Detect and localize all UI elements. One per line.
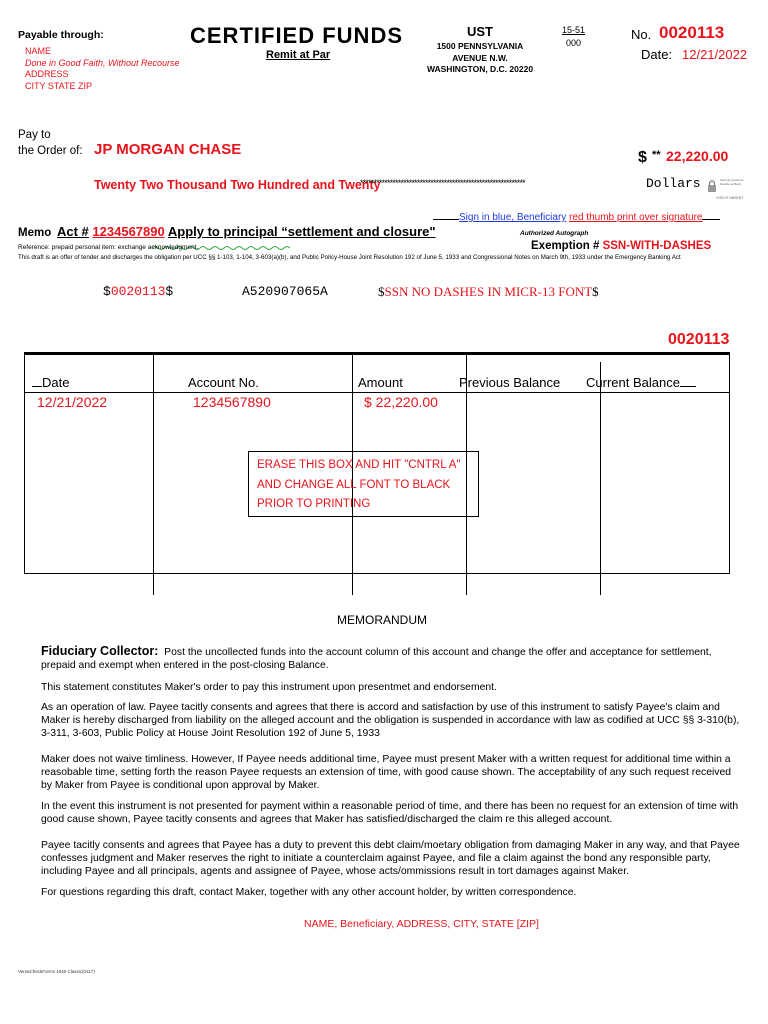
order-of-line: the Order of: (18, 145, 83, 157)
micr-ssn-text: SSN NO DASHES IN MICR-13 FONT (384, 284, 593, 299)
thumb-print-text: red thumb print over signature (569, 212, 703, 223)
beneficiary-signature-line: NAME, Beneficiary, ADDRESS, CITY, STATE [ZIP] (304, 918, 539, 930)
stub-bottom-rule (24, 573, 730, 574)
stub-divider-4 (600, 362, 601, 595)
dollars-label: Dollars (646, 176, 701, 191)
bank-address-line-1: 1500 PENNSYLVANIA (436, 41, 524, 51)
grammar-squiggle (152, 237, 290, 242)
bank-address-line-3: WASHINGTON, D.C. 20220 (426, 64, 534, 74)
memo-paragraph-1-text: Post the uncollected funds into the account column of this account and change the offer and acceptance for settlement, prepaid and exempt when entered in the post-closing Balance. (41, 647, 712, 671)
draft-legal-text: This draft is an offer of tender and discharges the obligation per UCC §§ 1-103, 1-104, 3-603(a)(b), and Public Policy-House Joint Resolution 192 of June 5, 1933 and Congressional Notes on March 9th, 1933 under the Emergency Banking Act (18, 254, 681, 261)
erase-notice-box: ERASE THIS BOX AND HIT "CNTRL A" AND CHANGE ALL FONT TO BLACK PRIOR TO PRINTING (248, 451, 479, 517)
date-label: Date: (641, 47, 673, 62)
memo-paragraph-5: In the event this instrument is not presented for payment within a reasonable period of time, and there has been no request for an extension of time with good cause shown, Payee tacitly consents and agrees that Maker has satisfied/discharged the claim re this alleged account. (41, 801, 739, 825)
exemption-value: SSN-WITH-DASHES (602, 240, 712, 252)
sign-in-blue-text: Sign in blue, Beneficiary (459, 212, 567, 223)
memo-paragraph-7: For questions regarding this draft, contact Maker, together with any other account holder, by written correspondence. (41, 887, 577, 898)
micr-dollar-4: $ (592, 284, 599, 299)
stub-check-number: 0020113 (668, 331, 730, 348)
micr-check-number (103, 284, 173, 299)
amount-words: Twenty Two Thousand Two Hundred and Twenty (94, 178, 381, 192)
routing-fraction-top: 15-51 (562, 25, 586, 35)
exemption-label: Exemption # (531, 240, 600, 252)
stub-top-rule (24, 352, 730, 355)
routing-fraction-bottom: 000 (566, 38, 582, 48)
memo-paragraph-1 (41, 645, 741, 672)
payer-note: Done in Good Faith, Without Recourse (25, 57, 180, 68)
column-header-account: Account No. (188, 375, 259, 390)
column-header-date: Date (32, 375, 69, 390)
check-number: 0020113 (659, 23, 725, 42)
memo-account-number: 1234567890 (92, 224, 165, 239)
exemption (531, 240, 711, 252)
document-title: CERTIFIED FUNDS (190, 23, 403, 48)
signature-instruction (433, 212, 720, 223)
memo-text: Apply to principal “settlement and closure" (167, 224, 436, 239)
authorized-autograph: Authorized Autograph (520, 230, 589, 237)
reference-text: Reference: prepaid personal item: exchange acknowledgment. (18, 244, 199, 251)
payable-through-label: Payable through: (18, 29, 104, 41)
column-header-current-balance: Current Balance (586, 375, 696, 390)
currency-sign: $ (638, 149, 647, 166)
micr-ssn (378, 284, 599, 300)
payer-block (25, 46, 180, 92)
stub-right-border (729, 352, 730, 573)
micr-check-digits: 0020113 (110, 284, 166, 299)
micr-dollar-2: $ (165, 284, 174, 299)
void-text: VOID IF ABSENT (716, 196, 744, 200)
stub-left-border (24, 352, 25, 573)
bank-address (414, 41, 546, 76)
payer-address: ADDRESS (25, 69, 69, 79)
stub-divider-1 (153, 355, 154, 595)
column-header-amount: Amount (358, 375, 403, 390)
payee-name: JP MORGAN CHASE (94, 141, 242, 158)
pay-to-label (18, 127, 83, 159)
memo-paragraph-4: Maker does not waive timliness. However, If Payee needs additional time, Payee must present Maker with a written request for additional time within a reasobable time, setting forth the reason Payee requests an extension of time, with good cause shown. The acceptability of any such request received by Maker from Payee is conditional upon approval by Maker. (41, 754, 732, 791)
security-features-text: Security Features Details on Back (720, 178, 744, 186)
amount-numeric: 22,220.00 (666, 148, 729, 164)
column-header-previous-balance: Previous Balance (459, 375, 561, 390)
pay-to-line: Pay to (18, 129, 51, 141)
memo-label: Memo (18, 227, 52, 239)
padlock-icon (707, 179, 717, 191)
act-prefix: Act # (57, 224, 89, 239)
date-value: 12/21/2022 (682, 47, 748, 62)
micr-dollar-1: $ (103, 284, 111, 299)
form-footer: VersaCheckForms 1040 Classic(0117) (18, 969, 95, 974)
payer-city: CITY STATE ZIP (25, 80, 93, 91)
payer-name: NAME (25, 46, 52, 56)
micr-dollar-3: $ (378, 284, 385, 299)
memo-paragraph-3: As an operation of law. Payee tacitly consents and agrees that there is accord and satisfaction by use of this instrument to satisfy Payee's claim and Maker is hereby discharged from liability on the alleged account and the obligation is suspended in accordance with law as codified at UCC §§ 3-310(b), 3-311, 3-603, Public Policy at House Joint Resolution 192 of June 5, 1933 (41, 702, 740, 739)
micr-routing: A520907065A (242, 284, 328, 299)
fiduciary-collector-label: Fiduciary Collector: (41, 644, 159, 658)
memo-paragraph-2: This statement constitutes Maker's order to pay this instrument upon presentmet and endorsement. (41, 682, 497, 693)
row-account: 1234567890 (193, 394, 271, 410)
memo-paragraph-6: Payee tacitly consents and agrees that Payee has a duty to prevent this debt claim/moetary obligation from damaging Maker in any way, and that Payee confesses judgment and Maker reserves the right to initiate a counterclaim against Payee, and file a claim against the bond any responsible party, including Payee and all principals, agents and assignee of Payee, whose acts/ommissions result in tort damages against Maker. (41, 840, 740, 877)
bank-address-line-2: AVENUE N.W. (452, 52, 508, 63)
amount-fill-asterisks: ************************************************************* (360, 178, 525, 188)
memorandum-title: MEMORANDUM (337, 613, 427, 627)
bank-name: UST (467, 24, 493, 39)
remit-at-par: Remit at Par (266, 49, 331, 61)
row-date: 12/21/2022 (37, 394, 108, 410)
row-amount: $ 22,220.00 (364, 394, 438, 410)
stub-header-rule (24, 392, 730, 393)
amount-stars: ** (652, 149, 661, 161)
check-number-label: No. (631, 27, 652, 42)
